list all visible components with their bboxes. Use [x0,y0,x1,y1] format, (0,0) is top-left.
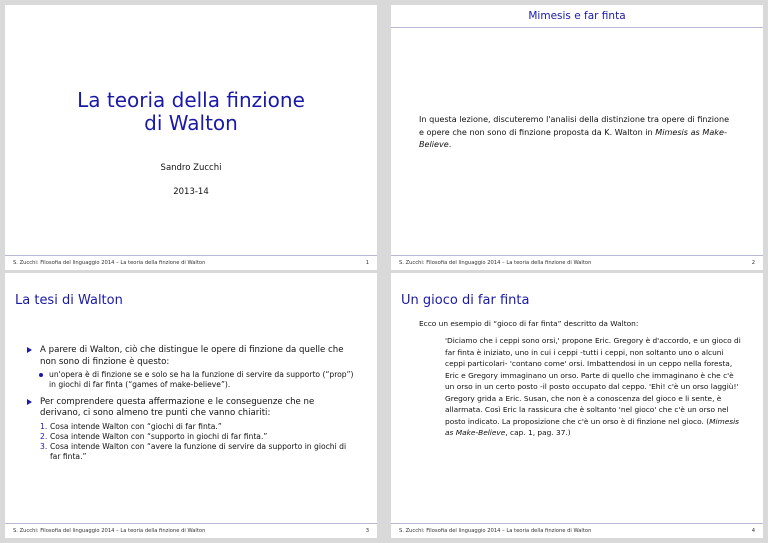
enum-item [40,432,355,442]
header-title: Mimesis e far finta [528,10,626,22]
bullet-item [25,345,355,368]
quote-text: 'Diciamo che i ceppi sono orsi,' propone Eric. Gregory è d'accordo, e un gioco di far finta è iniziato, uno in cui i ceppi -tutti i ceppi, non soltanto uno o alcuni ceppi particolari- 'contano come' orsi. Imbattendosi in un ceppo nella foresta, Eric e Gregory immaginano un orso. Parte di quello che immaginano è che c'è un orso in un certo posto -il posto occupato dal ceppo. 'Ehi! c'è un orso laggiù!' Gregory grida a Eric. Susan, che non è a conoscenza del gioco e li sente, è allarmata. Così Eric la rassicura che è soltanto 'nel gioco' che c'è un orso nel posto indicato. La proposizione che c'è un orso è di finzione nel gioco. [445,336,741,426]
enum-number: 2. [40,431,48,441]
intro-text: Ecco un esempio di “gioco di far finta” descritto da Walton: [419,319,639,328]
title-line-1: La teoria della finzione [77,88,305,112]
slide-footer [391,255,763,270]
triangle-bullet-icon [27,347,32,353]
body-text: In questa lezione, discuteremo l'analisi della distinzione tra opere di finzione e opere che non sono di finzione proposta da K. Walton in [419,114,730,137]
body-book-title: Mimesis as Make-Believe [419,126,727,149]
enum-text: Cosa intende Walton con “supporto in giochi di far finta.” [50,431,268,441]
bullet-text: A parere di Walton, ciò che distingue le opere di finzione da quelle che non sono di finzione è questo: [40,345,344,367]
page-number: 3 [365,528,369,534]
slide-3 [5,273,377,538]
slide-2 [391,5,763,270]
slide-4 [391,273,763,538]
bullet-item [25,397,355,420]
sub-bullet-text: un'opera è di finzione se e solo se ha la funzione di servire da supporto (“prop”) in giochi di far finta (“games of make-believe”). [49,370,354,390]
citation-book-title: Mimesis as Make-Believe [445,416,740,437]
citation-open: ( [706,416,710,426]
footer-text: S. Zucchi: Filosofia del linguaggio 2014 – La teoria della finzione di Walton [13,260,206,266]
presentation-title [5,89,377,135]
slide-footer [5,255,377,270]
footer-text: S. Zucchi: Filosofia del linguaggio 2014 – La teoria della finzione di Walton [13,528,206,534]
body-end: . [448,139,452,149]
page-number: 1 [365,260,369,266]
slide-footer [5,523,377,538]
quotation [445,335,743,439]
enum-text: Cosa intende Walton con “giochi di far finta.” [50,421,222,431]
bullet-text: Per comprendere questa affermazione e le conseguenze che ne derivano, ci sono almeno tre punti che vanno chiariti: [40,396,315,419]
footer-text: S. Zucchi: Filosofia del linguaggio 2014 – La teoria della finzione di Walton [399,528,592,534]
author: Sandro Zucchi [160,163,222,173]
frame-title: La tesi di Walton [15,293,123,308]
slide-body [419,113,735,151]
slide-1 [5,5,377,270]
bullet-list [25,345,355,463]
enum-item [40,422,355,432]
slide-header [391,5,763,28]
date: 2013-14 [173,187,209,197]
enum-number: 3. [40,442,48,452]
footer-text: S. Zucchi: Filosofia del linguaggio 2014 – La teoria della finzione di Walton [399,260,592,266]
slide-footer [391,523,763,538]
frame-title: Un gioco di far finta [401,293,530,308]
page-number: 4 [751,528,755,534]
enum-text: Cosa intende Walton con “avere la funzione di servire da supporto in giochi di far finta.” [50,442,347,462]
citation-rest: , cap. 1, pag. 37.) [505,428,571,437]
page-number: 2 [751,260,755,266]
title-line-2: di Walton [144,111,238,135]
enumerated-list [25,422,355,463]
dot-bullet-icon [39,373,43,377]
enum-item [40,442,355,463]
enum-number: 1. [40,421,48,431]
sub-bullet-item [25,370,355,391]
triangle-bullet-icon [27,399,32,405]
